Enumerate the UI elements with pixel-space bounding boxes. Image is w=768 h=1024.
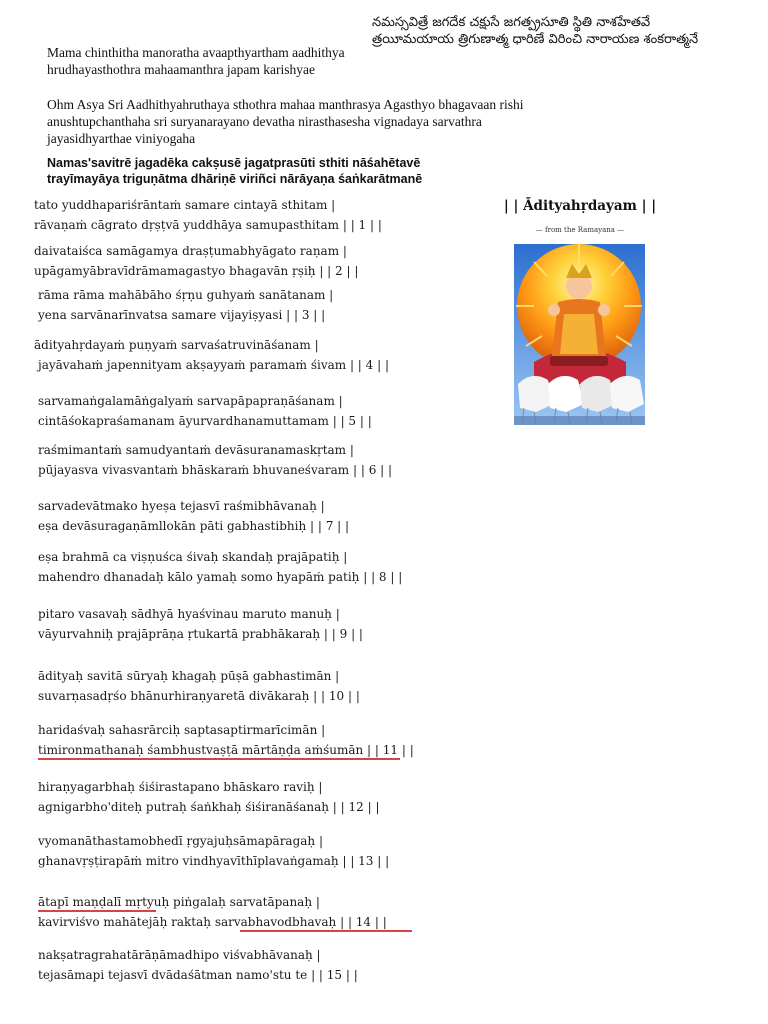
dhyana-line-2: trayīmayāya triguṇātma dhāriṇē viriñci nārāyaṇa śaṅkarātmanē — [47, 172, 423, 186]
verse-line-a: ādityaḥ savitā sūryaḥ khagaḥ pūṣā gabhastimān | — [38, 669, 340, 683]
verse-line-a: hiraṇyagarbhaḥ śiśirastapano bhāskaro raviḥ | — [38, 780, 323, 794]
verse-8 — [34, 547, 402, 587]
intro-viniyoga — [47, 96, 607, 147]
dhyana-line-1: Namas'savitrē jagadēka cakṣusē jagatprasūti sthiti nāśahētavē — [47, 156, 421, 170]
verse-line-b: rāvaṇaṁ cāgrato dṛṣṭvā yuddhāya samupasthitam | | 1 | | — [34, 218, 382, 232]
verse-line-b: upāgamyābravīdrāmamagastyo bhagavān ṛṣiḥ | | 2 | | — [34, 264, 359, 278]
verse-line-a: raśmimantaṁ samudyantaṁ devāsuranamaskṛtam | — [38, 443, 354, 457]
verse-15 — [34, 945, 358, 985]
verse-line-a: tato yuddhapariśrāntaṁ samare cintayā sthitam | — [34, 198, 336, 212]
surya-image — [514, 244, 645, 425]
telugu-line-1: నమస్సవిత్రే జగదేక చక్షుసే జగత్ప్రసూతి స్థితి నాశహేతవే — [372, 15, 651, 30]
verse-line-b: suvarṇasadṛśo bhānurhiraṇyaretā divākaraḥ | | 10 | | — [38, 689, 360, 703]
verse-line-a: eṣa brahmā ca viṣṇuśca śivaḥ skandaḥ prajāpatiḥ | — [38, 550, 348, 564]
verse-1 — [34, 195, 382, 235]
verse-line-b: pūjayasva vivasvantaṁ bhāskaraṁ bhuvaneśvaram | | 6 | | — [38, 463, 393, 477]
verse-line-b: yena sarvānarīnvatsa samare vijayiṣyasi | | 3 | | — [38, 308, 326, 322]
verse-line-a: pitaro vasavaḥ sādhyā hyaśvinau maruto manuḥ | — [38, 607, 340, 621]
verse-14 — [34, 892, 387, 932]
verse-line-b: jayāvahaṁ japennityam akṣayyaṁ paramaṁ śivam | | 4 | | — [38, 358, 390, 372]
stotra-subtitle: — from the Ramayana — — [535, 226, 625, 234]
verse-line-b: vāyurvahniḥ prajāprāṇa ṛtukartā prabhākaraḥ | | 9 | | — [38, 627, 363, 641]
verse-line-b: agnigarbho'diteḥ putraḥ śaṅkhaḥ śiśiranāśanaḥ | | 12 | | — [38, 800, 380, 814]
verse-4 — [34, 335, 389, 375]
verse-line-b: timironmathanaḥ śambhustvaṣṭā mārtāṇḍa aṁśumān | | 11 | | — [38, 743, 414, 757]
telugu-header — [372, 14, 762, 48]
verse-line-b: mahendro dhanadaḥ kālo yamaḥ somo hyapāṁ patiḥ | | 8 | | — [38, 570, 403, 584]
verse-line-a: daivataiśca samāgamya draṣṭumabhyāgato raṇam | — [34, 244, 347, 258]
telugu-line-2: త్రయీమయాయ త్రిగుణాత్మ ధారిణే విరించి నారాయణ శంకరాత్మనే — [372, 32, 699, 47]
stotra-title: | | Ādityahṛdayam | | — [503, 198, 657, 214]
intro-line-5: jayasidhyarthae viniyogaha — [47, 131, 196, 146]
intro-line-4: anushtupchanthaha sri suryanarayano devatha nirasthasesha vignadaya sarvathra — [47, 114, 482, 129]
verse-6 — [34, 440, 392, 480]
verse-line-b: ghanavṛṣṭirapāṁ mitro vindhyavīthīplavaṅgamaḥ | | 13 | | — [38, 854, 390, 868]
verse-line-b: kavirviśvo mahātejāḥ raktaḥ sarvabhavodbhavaḥ | | 14 | | — [38, 915, 387, 929]
dhyana-shloka — [47, 155, 517, 187]
verse-3 — [34, 285, 333, 325]
verse-line-a: ātapī maṇḍalī mṛtyuḥ piṅgalaḥ sarvatāpanaḥ | — [38, 895, 320, 909]
verse-9 — [34, 604, 363, 644]
red-underline-14a — [38, 910, 156, 912]
intro-line-2: hrudhayasthothra mahaamanthra japam karishyae — [47, 62, 316, 77]
verse-line-a: nakṣatragrahatārāṇāmadhipo viśvabhāvanaḥ | — [38, 948, 321, 962]
verse-2 — [34, 241, 358, 281]
verse-12 — [34, 777, 380, 817]
intro-line-1: Mama chinthitha manoratha avaapthyartham aadhithya — [47, 45, 345, 60]
verse-line-b: cintāśokapraśamanam āyurvardhanamuttamam | | 5 | | — [38, 414, 372, 428]
verse-line-a: sarvadevātmako hyeṣa tejasvī raśmibhāvanaḥ | — [38, 499, 325, 513]
verse-10 — [34, 666, 360, 706]
verse-line-a: ādityahṛdayaṁ puṇyaṁ sarvaśatruvināśanam | — [34, 338, 319, 352]
intro-sankalpa — [47, 44, 607, 78]
verse-line-a: rāma rāma mahābāho śṛṇu guhyaṁ sanātanam | — [38, 288, 334, 302]
intro-line-3: Ohm Asya Sri Aadhithyahruthaya sthothra mahaa manthrasya Agasthyo bhagavaan rishi — [47, 97, 524, 112]
red-underline-11 — [38, 758, 400, 760]
verse-11 — [34, 720, 414, 760]
verse-line-a: haridaśvaḥ sahasrārciḥ saptasaptirmarīcimān | — [38, 723, 326, 737]
verse-line-a: sarvamaṅgalamāṅgalyaṁ sarvapāpapraṇāśanam | — [38, 394, 343, 408]
verse-13 — [34, 831, 389, 871]
red-underline-14b — [240, 930, 412, 932]
verse-line-b: eṣa devāsuragaṇāmllokān pāti gabhastibhiḥ | | 7 | | — [38, 519, 350, 533]
verse-line-b: tejasāmapi tejasvī dvādaśātman namo'stu te | | 15 | | — [38, 968, 358, 982]
verse-line-a: vyomanāthastamobhedī ṛgyajuḥsāmapāragaḥ | — [38, 834, 324, 848]
verse-5 — [34, 391, 372, 431]
verse-7 — [34, 496, 349, 536]
